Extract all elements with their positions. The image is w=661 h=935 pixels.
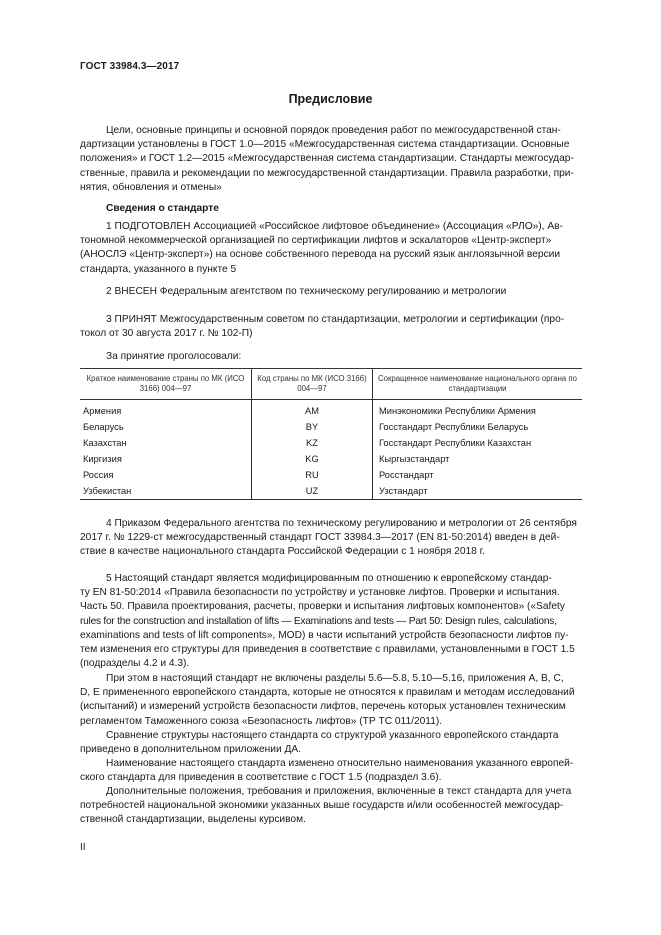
text-line: нятия, обновления и отмены» xyxy=(80,181,222,193)
text-line: положения» и ГОСТ 1.2—2015 «Межгосударственная система стандартизации. Стандарты межгосудар- xyxy=(80,153,574,165)
text-line: (АНОСЛЭ «Центр-эксперт») на основе собственного перевода на русский язык англоязычной версии xyxy=(80,249,561,261)
text-line: ственные, правила и рекомендации по межгосударственной стандартизации. Правила разработки, при- xyxy=(80,167,574,179)
text-line: При этом в настоящий стандарт не включены разделы 5.6—5.8, 5.10—5.16, приложения А, В, С, xyxy=(106,673,564,684)
item-5-paragraph-2 xyxy=(80,672,582,729)
text-line: 3 ПРИНЯТ Межгосударственным советом по стандартизации, метрологии и сертификации (про- xyxy=(106,314,565,325)
country-cell: Киргизия xyxy=(83,454,122,464)
text-line: тем изменения его структуры для приведения в соответствие с правилами, установленными в ГОСТ 1.5 xyxy=(80,644,575,656)
item-5-paragraph-5 xyxy=(80,785,582,828)
text-line: ту EN 81-50:2014 «Правила безопасности по устройству и установке лифтов. Проверки и испытания. xyxy=(80,587,560,599)
page-number: II xyxy=(80,842,86,853)
page-title: Предисловие xyxy=(288,92,373,106)
column-header: Код страны по МК (ИСО 3166) 004—97 xyxy=(252,369,373,400)
text-line: Часть 50. Правила проектирования, расчеты, проверки и испытания лифтовых компонентов» («Safety xyxy=(80,601,565,613)
document-header: ГОСТ 33984.3—2017 xyxy=(80,61,180,72)
text-line: (подразделы 4.2 и 4.3). xyxy=(80,658,190,670)
code-cell: BY xyxy=(252,419,373,435)
text-line: токол от 30 августа 2017 г. № 102-П) xyxy=(80,328,253,340)
text-line: тономной некоммерческой организацией по сертификации лифтов и эскалаторов «Центр-эксперт» xyxy=(80,235,552,247)
text-line: регламентом Таможенного союза «Безопасность лифтов» (ТР ТС 011/2011). xyxy=(80,715,443,727)
text-line: Цели, основные принципы и основной порядок проведения работ по межгосударственной стан- xyxy=(106,125,561,136)
text-line: 2 ВНЕСЕН Федеральным агентством по техническому регулированию и метрологии xyxy=(106,286,507,297)
agency-cell: Госстандарт Республики Беларусь xyxy=(373,419,583,435)
table-row xyxy=(80,483,582,500)
text-line: 5 Настоящий стандарт является модифицированным по отношению к европейскому стандар- xyxy=(106,573,552,584)
item-4-paragraph xyxy=(80,517,582,560)
text-line: D, E примененного европейского стандарта, которые не относятся к правилам и методам исследований xyxy=(80,687,575,699)
table-row xyxy=(80,467,582,483)
item-2-paragraph xyxy=(80,285,582,299)
text-line: examinations and tests of lift components», MOD) в части испытаний устройств безопасности лифтов пу- xyxy=(80,629,569,641)
text-line: приведено в дополнительном приложении ДА. xyxy=(80,744,301,756)
text-line: Дополнительные положения, требования и приложения, включенные в текст стандарта для учета xyxy=(106,786,572,797)
agency-cell: Госстандарт Республики Казахстан xyxy=(373,435,583,451)
section-heading: Сведения о стандарте xyxy=(106,203,219,214)
text-line: rules for the construction and installation of lifts — Examinations and tests — Part 50: Design rules, calculations, xyxy=(80,615,557,627)
table-row xyxy=(80,451,582,467)
code-cell: AM xyxy=(252,400,373,420)
text-line: ственной стандартизации, выделены курсивом. xyxy=(80,814,306,826)
code-cell: UZ xyxy=(252,483,373,500)
column-header: Краткое наименование страны по МК (ИСО 3166) 004—97 xyxy=(80,369,252,400)
country-cell: Узбекистан xyxy=(80,483,252,500)
text-line: стандарта, указанного в пункте 5 xyxy=(80,263,237,275)
text-line: дартизации установлены в ГОСТ 1.0—2015 «Межгосударственная система стандартизации. Основные xyxy=(80,139,570,151)
item-3-paragraph xyxy=(80,313,582,341)
intro-paragraph xyxy=(80,124,582,195)
country-cell: Беларусь xyxy=(83,422,124,432)
voting-table xyxy=(80,368,582,500)
item-5-paragraph-4 xyxy=(80,757,582,785)
text-line: ствие в качестве национального стандарта Российской Федерации с 1 ноября 2018 г. xyxy=(80,546,485,558)
agency-cell: Росстандарт xyxy=(373,467,583,483)
column-header: Сокращенное наименование национального органа по стандартизации xyxy=(373,369,583,400)
text-line: 4 Приказом Федерального агентства по техническому регулированию и метрологии от 26 сентября xyxy=(106,518,577,529)
country-cell: Армения xyxy=(83,406,122,416)
table-row xyxy=(80,400,582,420)
table-row xyxy=(80,435,582,451)
table-row xyxy=(80,419,582,435)
text-line: 1 ПОДГОТОВЛЕН Ассоциацией «Российское лифтовое объединение» (Ассоциация «РЛО»), Ав- xyxy=(106,221,563,232)
vote-label: За принятие проголосовали: xyxy=(106,351,242,362)
text-line: Сравнение структуры настоящего стандарта со структурой указанного европейского стандарта xyxy=(106,730,559,741)
text-line: ского стандарта для приведения в соответствие с ГОСТ 1.5 (подраздел 3.6). xyxy=(80,772,442,784)
item-1-paragraph xyxy=(80,220,582,277)
table-header-row xyxy=(80,369,582,400)
agency-cell: Кыргызстандарт xyxy=(373,451,583,467)
text-line: потребностей национальной экономики указанных выше государств и/или особенностей межгосудар- xyxy=(80,800,564,812)
agency-cell: Минэкономики Республики Армения xyxy=(373,400,583,420)
text-line: 2017 г. № 1229-ст межгосударственный стандарт ГОСТ 33984.3—2017 (EN 81-50:2014) введен в дей- xyxy=(80,532,560,544)
country-cell: Россия xyxy=(83,470,114,480)
code-cell: KZ xyxy=(252,435,373,451)
text-line: Наименование настоящего стандарта изменено относительно наименования указанного европей- xyxy=(106,758,574,769)
agency-cell: Узстандарт xyxy=(373,483,583,500)
code-cell: RU xyxy=(252,467,373,483)
item-5-paragraph xyxy=(80,572,582,671)
item-5-paragraph-3 xyxy=(80,729,582,757)
country-cell: Казахстан xyxy=(83,438,127,448)
text-line: (испытаний) и измерений устройств безопасности лифтов, перечень которых установлен техническим xyxy=(80,701,566,713)
code-cell: KG xyxy=(252,451,373,467)
